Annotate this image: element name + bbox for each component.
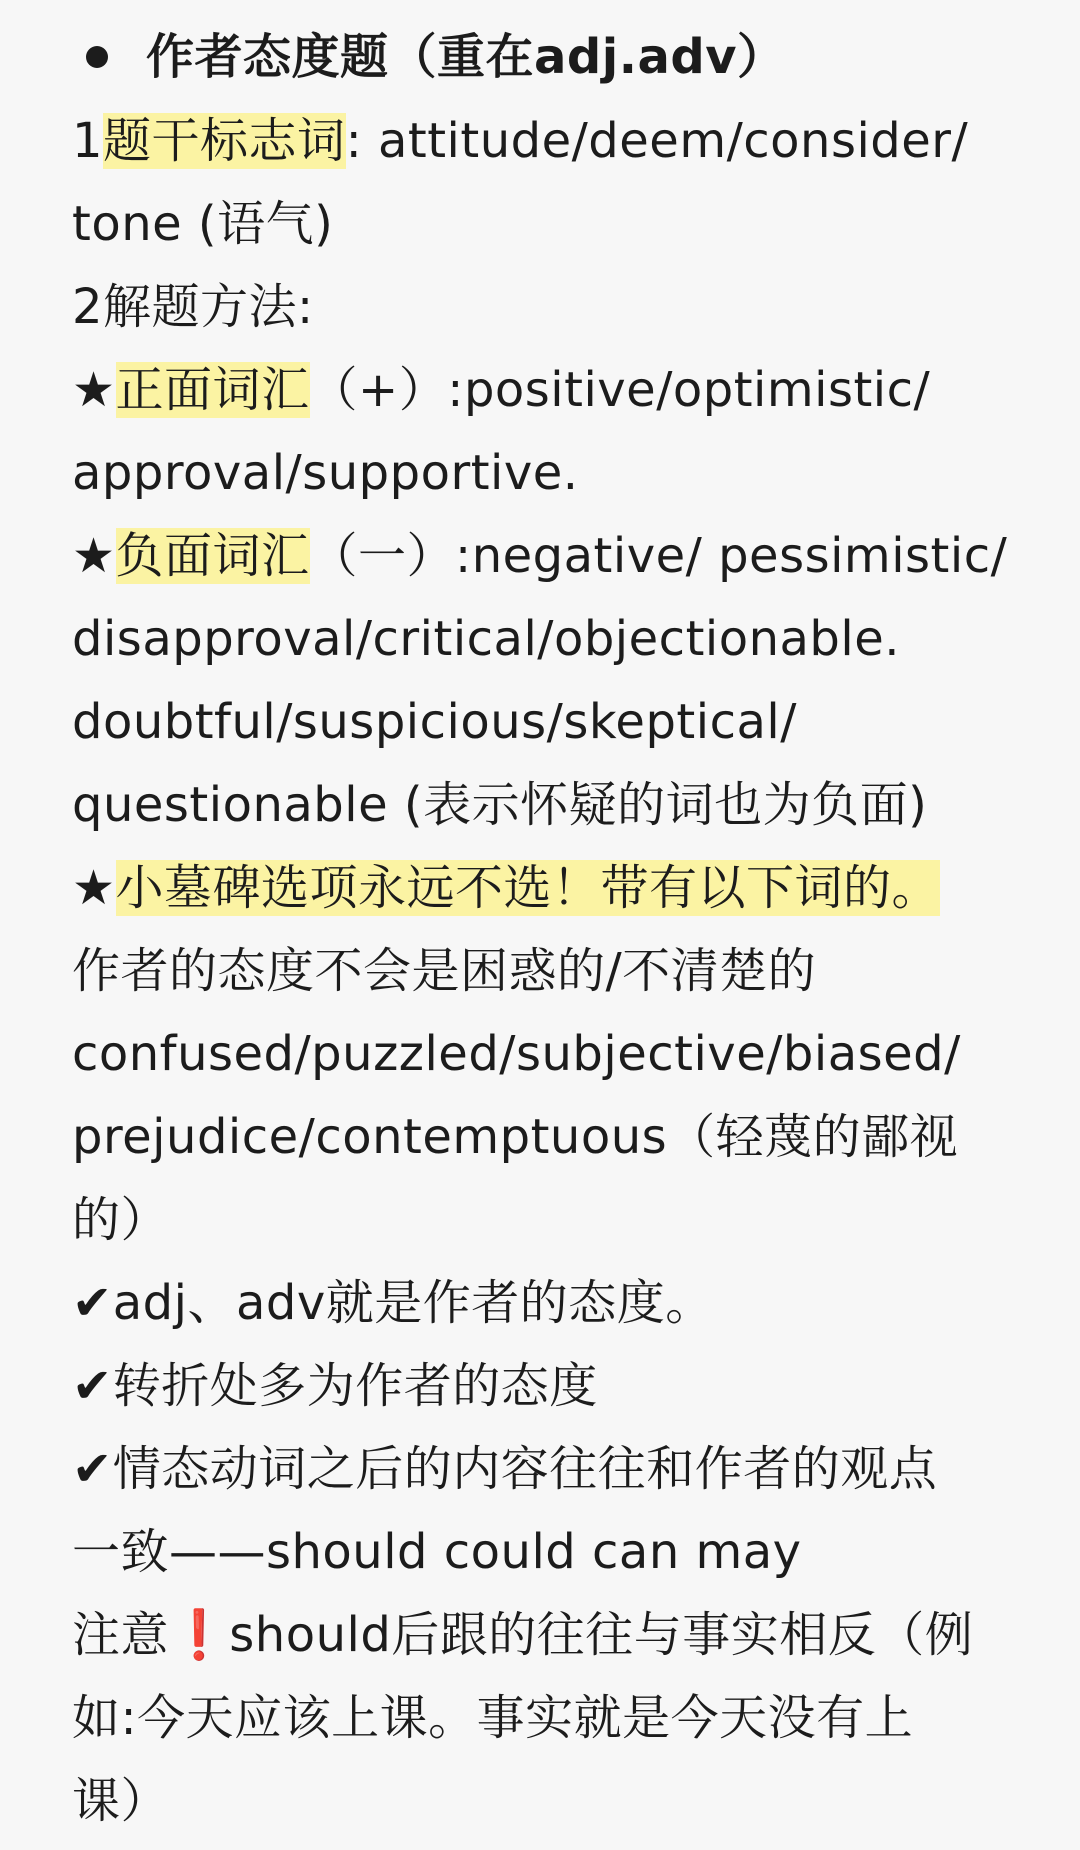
highlighted-keyword: 负面词汇 <box>115 528 310 584</box>
note-line <box>72 1013 1020 1096</box>
note-line-text: ✔情态动词之后的内容往往和作者的观点 <box>72 1441 938 1497</box>
star-icon: ★ <box>72 528 116 584</box>
note-line-text: disapproval/critical/objectionable. <box>72 611 901 667</box>
note-line-text: ✔adj、adv就是作者的态度。 <box>72 1275 714 1331</box>
note-line <box>72 515 1020 598</box>
highlighted-keyword: 小墓碑选项永远不选！带有以下词的。 <box>115 860 941 916</box>
note-line <box>72 100 1020 183</box>
note-line-text: doubtful/suspicious/skeptical/ <box>72 694 797 750</box>
highlighted-keyword: 正面词汇 <box>115 362 310 418</box>
highlighted-keyword: 题干标志词 <box>103 113 346 169</box>
note-line <box>72 1179 1020 1262</box>
note-line <box>72 681 1020 764</box>
note-line-text: prejudice/contemptuous（轻蔑的鄙视 <box>72 1109 959 1165</box>
note-heading: 作者态度题（重在adj.adv） <box>146 29 786 85</box>
star-icon: ★ <box>72 362 116 418</box>
note-line <box>72 183 1020 266</box>
note-line <box>72 1760 1020 1843</box>
exclamation-icon: ❗ <box>169 1607 230 1663</box>
note-line-text: questionable (表示怀疑的词也为负面) <box>72 777 928 833</box>
note-line-text: : attitude/deem/consider/ <box>345 113 969 169</box>
note-line-text: （一）:negative/ pessimistic/ <box>309 528 1008 584</box>
note-line-text: should后跟的往往与事实相反（例 <box>229 1607 974 1663</box>
note-line <box>72 1345 1020 1428</box>
note-line-text: 一致——should could can may <box>72 1524 802 1580</box>
note-line-text: （+）:positive/optimistic/ <box>309 362 931 418</box>
note-line-text: 如:今天应该上课。事实就是今天没有上 <box>72 1690 914 1746</box>
note-line <box>72 432 1020 515</box>
note-line <box>72 930 1020 1013</box>
note-body <box>72 100 1020 1843</box>
note-line <box>72 847 1020 930</box>
note-line-text: 课） <box>72 1773 170 1829</box>
note-line <box>72 1428 1020 1511</box>
note-line <box>72 1262 1020 1345</box>
note-line-text: approval/supportive. <box>72 445 579 501</box>
note-line-text: 1 <box>72 113 104 169</box>
note-line-text: 作者的态度不会是困惑的/不清楚的 <box>72 943 817 999</box>
note-line-text: tone (语气) <box>72 196 334 252</box>
note-line <box>72 349 1020 432</box>
note-line <box>72 1677 1020 1760</box>
note-line <box>72 1594 1020 1677</box>
note-line-text: 注意 <box>72 1607 170 1663</box>
note-line <box>72 598 1020 681</box>
note-line <box>72 1511 1020 1594</box>
star-icon: ★ <box>72 860 116 916</box>
note-heading-row <box>72 14 1020 100</box>
note-line-text: 的） <box>72 1192 170 1248</box>
note-line <box>72 764 1020 847</box>
bullet-dot-icon <box>86 46 108 68</box>
note-line <box>72 266 1020 349</box>
note-line <box>72 1096 1020 1179</box>
note-line-text: confused/puzzled/subjective/biased/ <box>72 1026 961 1082</box>
note-line-text: ✔转折处多为作者的态度 <box>72 1358 598 1414</box>
note-line-text: 2解题方法: <box>72 279 314 335</box>
